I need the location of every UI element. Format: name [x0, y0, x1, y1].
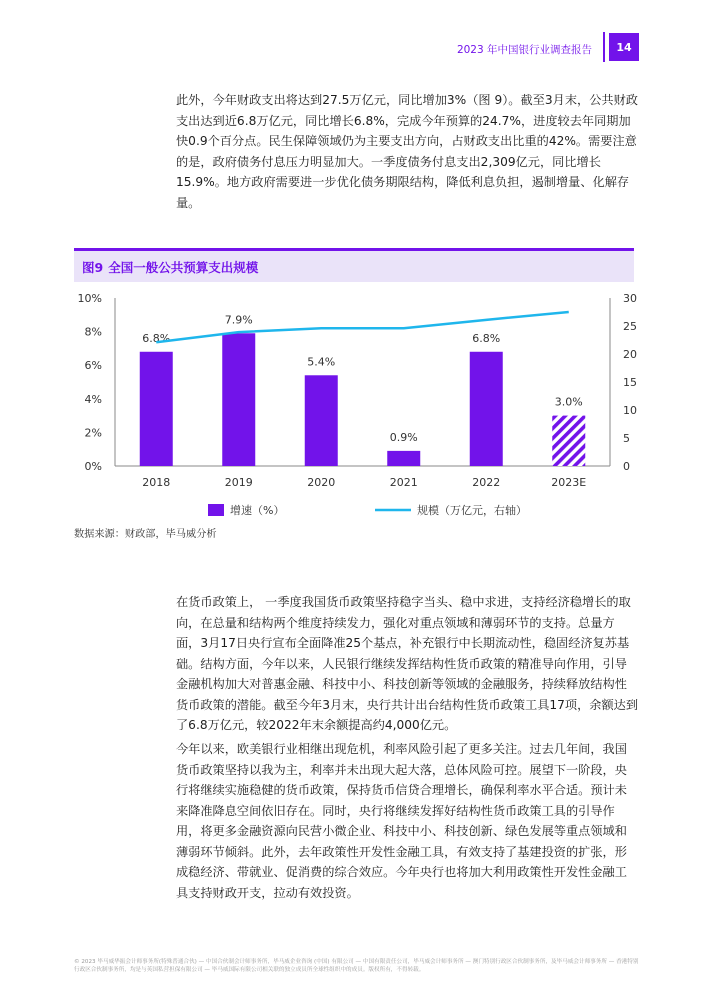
legend-line-label: 规模（万亿元，右轴）	[417, 504, 527, 517]
left-tick-label: 2%	[84, 426, 102, 440]
legend-bar-label: 增速（%）	[230, 504, 285, 517]
right-tick-label: 15	[623, 376, 637, 389]
bar-data-label: 6.8%	[142, 331, 171, 345]
left-tick-label: 0%	[84, 460, 102, 473]
scale-line	[156, 312, 569, 342]
paragraph-monetary-policy: 在货币政策上， 一季度我国货币政策坚持稳字当头、稳中求进，支持经济稳增长的取向，在总量和结构两个维度持续发力，强化对重点领域和薄弱环节的支持。总量方面，3月17日央行宣布全面降准25个基点，补充银行中长期流动性，稳固经济复苏基础。结构方面，今年以来，人民银行继续发挥结构性货币政策的精准导向作用，引导金融机构加大对普惠金融、科技中小、科技创新等领域的金融服务，持续释放结构性货币政策的潜能。截至今年3月末，央行共计出台结构性货币政策工具17项，余额达到了6.8万亿元，较2022年末余额提高约4,000亿元。	[176, 595, 639, 732]
bar-data-label: 6.8%	[472, 331, 501, 345]
legend-bar-swatch	[208, 504, 224, 516]
bar	[222, 333, 255, 466]
x-tick-label: 2023E	[551, 476, 587, 489]
left-tick-label: 8%	[84, 325, 102, 339]
header-divider	[603, 32, 605, 62]
bar	[305, 375, 338, 466]
bar	[470, 352, 503, 466]
left-tick-label: 10%	[77, 292, 102, 305]
bar-data-label: 7.9%	[224, 313, 253, 327]
bar	[140, 352, 173, 466]
left-tick-label: 4%	[84, 392, 102, 406]
bar-data-label: 3.0%	[554, 395, 583, 409]
x-tick-label: 2022	[472, 476, 501, 489]
right-tick-label: 10	[623, 404, 637, 417]
x-tick-label: 2019	[224, 476, 253, 489]
x-tick-label: 2020	[307, 476, 336, 489]
right-tick-label: 30	[623, 292, 637, 305]
x-tick-label: 2021	[389, 476, 418, 489]
right-tick-label: 25	[623, 320, 637, 333]
paragraph-fiscal-spending: 此外，今年财政支出将达到27.5万亿元，同比增加3%（图 9）。截至3月末，公共财政支出达到近6.8万亿元，同比增长6.8%，完成今年预算的24.7%，进度较去年同期加快0.9个百分点。民生保障领域仍为主要支出方向，占财政支出比重的42%。需要注意的是，政府债务付息压力明显加大。一季度债务付息支出2,309亿元，同比增长15.9%。地方政府需要进一步优化债务期限结构，降低利息负担，遏制增量、化解存量。	[176, 93, 638, 210]
figure-title	[82, 258, 263, 276]
right-tick-label: 0	[623, 460, 630, 473]
footer-copyright: © 2023 毕马威华振会计师事务所(特殊普通合伙) — 中国合伙制会计师事务所，毕马威企业咨询 (中国) 有限公司 — 中国有限责任公司，毕马威会计师事务所 — 澳门特别行政区合伙制事务所，及毕马威会计师事务所 — 香港特别行政区合伙制事务所，均是与英国私营担保有限公司 — 毕马威国际有限公司相关联的独立成员所全球性组织中的成员。版权所有，不得转载。	[74, 959, 639, 973]
figure-title-text: 全国一般公共预算支出规模	[108, 260, 259, 275]
left-tick-label: 6%	[84, 359, 102, 373]
right-tick-label: 20	[623, 348, 637, 361]
bar-estimated	[552, 416, 585, 466]
x-tick-label: 2018	[142, 476, 171, 489]
paragraph-interest-risk: 今年以来，欧美银行业相继出现危机，利率风险引起了更多关注。过去几年间，我国货币政策坚持以我为主，利率并未出现大起大落，总体风险可控。展望下一阶段，央行将继续实施稳健的货币政策，保持货币信贷合理增长，确保利率水平合适。预计未来降准降息空间依旧存在。同时，央行将继续发挥好结构性货币政策工具的引导作用，将更多金融资源向民营小微企业、科技中小、科技创新、绿色发展等重点领域和薄弱环节倾斜。此外，去年政策性开发性金融工具，有效支持了基建投资的扩张，形成稳经济、带就业、促消费的综合效应。今年央行也将加大利用政策性开发性金融工具支持财政开支，拉动有效投资。	[176, 742, 627, 900]
bar-data-label: 5.4%	[307, 355, 336, 369]
data-source: 数据来源：财政部，毕马威分析	[74, 529, 217, 540]
bar-data-label: 0.9%	[389, 430, 418, 444]
page-number: 14	[609, 33, 639, 61]
budget-expenditure-chart	[60, 285, 650, 520]
figure-number: 图9	[82, 260, 104, 275]
right-tick-label: 5	[623, 432, 630, 445]
bar	[387, 451, 420, 466]
report-title: 2023 年中国银行业调查报告	[456, 44, 592, 56]
